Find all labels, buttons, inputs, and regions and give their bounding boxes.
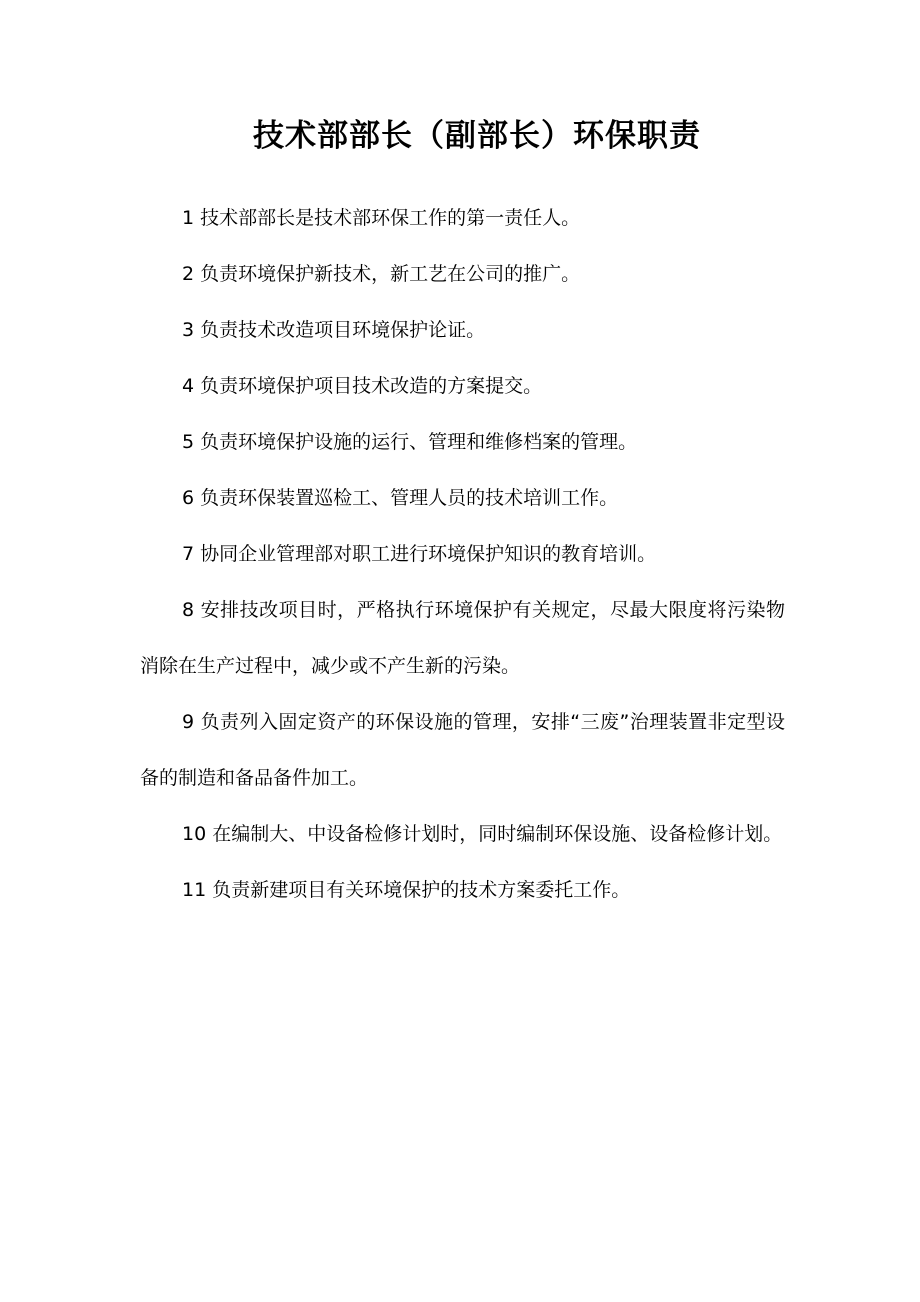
paragraph-11: 11 负责新建项目有关环境保护的技术方案委托工作。 xyxy=(182,879,631,901)
document-title: 技术部部长（副部长）环保职责 xyxy=(253,118,701,154)
paragraph-7: 7 协同企业管理部对职工进行环境保护知识的教育培训。 xyxy=(182,543,657,565)
document-body xyxy=(140,190,785,918)
paragraph-4: 4 负责环境保护项目技术改造的方案提交。 xyxy=(182,375,543,397)
paragraph-6: 6 负责环保装置巡检工、管理人员的技术培训工作。 xyxy=(182,487,619,509)
paragraph-1: 1 技术部部长是技术部环保工作的第一责任人。 xyxy=(182,207,581,229)
paragraph-10: 10 在编制大、中设备检修计划时，同时编制环保设施、设备检修计划。 xyxy=(182,823,783,845)
paragraph-8: 8 安排技改项目时，严格执行环境保护有关规定，尽最大限度将污染物消除在生产过程中，减少或不产生新的污染。 xyxy=(140,599,785,677)
paragraph-2: 2 负责环境保护新技术，新工艺在公司的推广。 xyxy=(182,263,581,285)
paragraph-9: 9 负责列入固定资产的环保设施的管理，安排“三废”治理装置非定型设备的制造和备品备件加工。 xyxy=(140,711,785,789)
paragraph-3: 3 负责技术改造项目环境保护论证。 xyxy=(182,319,486,341)
paragraph-5: 5 负责环境保护设施的运行、管理和维修档案的管理。 xyxy=(182,431,638,453)
